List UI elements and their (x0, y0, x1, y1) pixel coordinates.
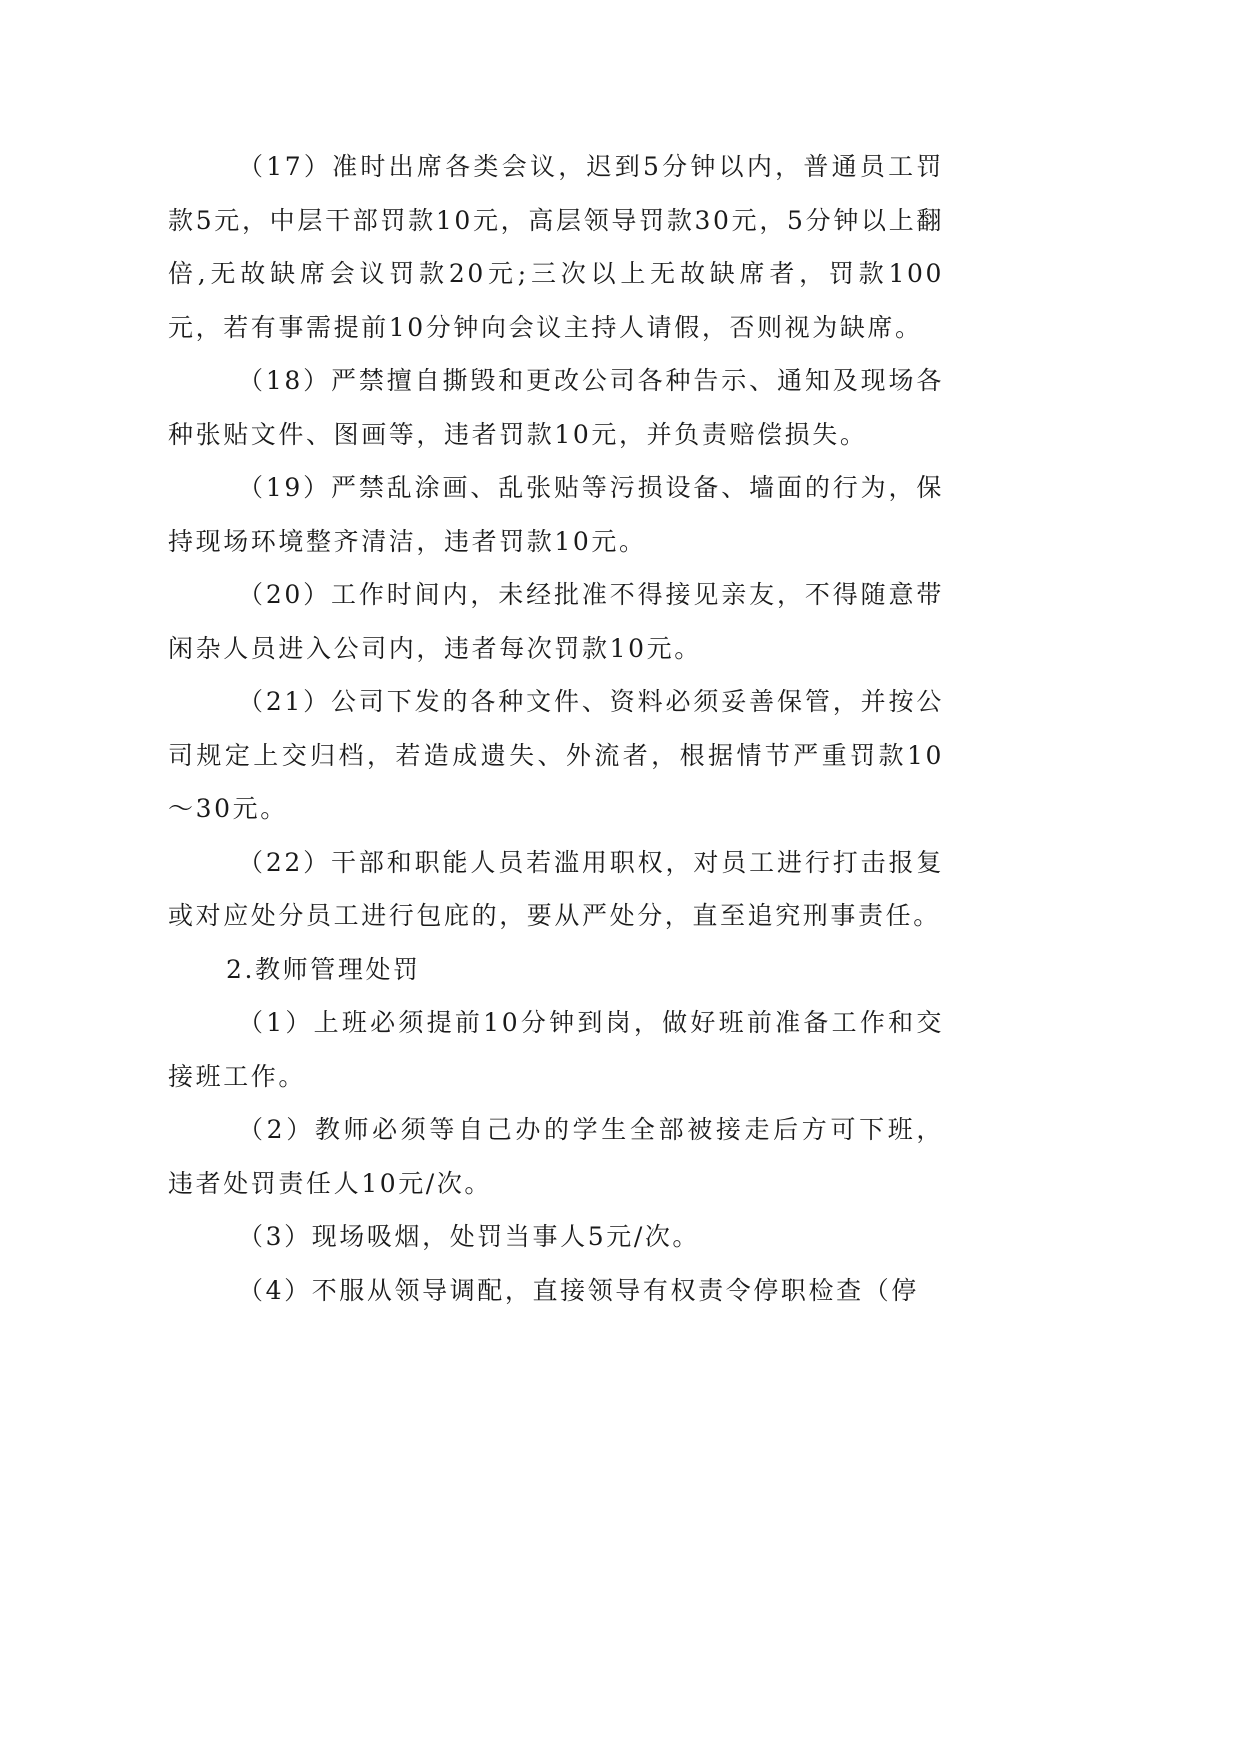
document-body (168, 140, 944, 1317)
section-paragraph-3: （3）现场吸烟，处罚当事人5元/次。 (238, 1222, 701, 1251)
section-paragraph-4: （4）不服从领导调配，直接领导有权责令停职检查（停 (238, 1275, 919, 1305)
paragraph-18: （18）严禁擅自撕毁和更改公司各种告示、通知及现场各种张贴文件、图画等，违者罚款10元，并负责赔偿损失。 (168, 366, 944, 449)
section-paragraph-2: （2）教师必须等自己办的学生全部被接走后方可下班，违者处罚责任人10元/次。 (168, 1115, 944, 1198)
paragraph-22: （22）干部和职能人员若滥用职权，对员工进行打击报复或对应处分员工进行包庇的，要从严处分，直至追究刑事责任。 (168, 847, 944, 930)
paragraph-21: （21）公司下发的各种文件、资料必须妥善保管，并按公司规定上交归档，若造成遗失、外流者，根据情节严重罚款10～30元。 (168, 687, 944, 823)
paragraph-19: （19）严禁乱涂画、乱张贴等污损设备、墙面的行为，保持现场环境整齐清洁，违者罚款10元。 (168, 473, 944, 556)
section-heading: 2.教师管理处罚 (226, 954, 421, 984)
paragraph-20: （20）工作时间内，未经批准不得接见亲友，不得随意带闲杂人员进入公司内，违者每次罚款10元。 (168, 580, 944, 663)
section-paragraph-1: （1）上班必须提前10分钟到岗，做好班前准备工作和交接班工作。 (168, 1008, 944, 1091)
paragraph-17: （17）准时出席各类会议，迟到5分钟以内，普通员工罚款5元，中层干部罚款10元，高层领导罚款30元，5分钟以上翻倍,无故缺席会议罚款20元;三次以上无故缺席者，罚款100元，若有事需提前10分钟向会议主持人请假，否则视为缺席。 (168, 152, 944, 342)
